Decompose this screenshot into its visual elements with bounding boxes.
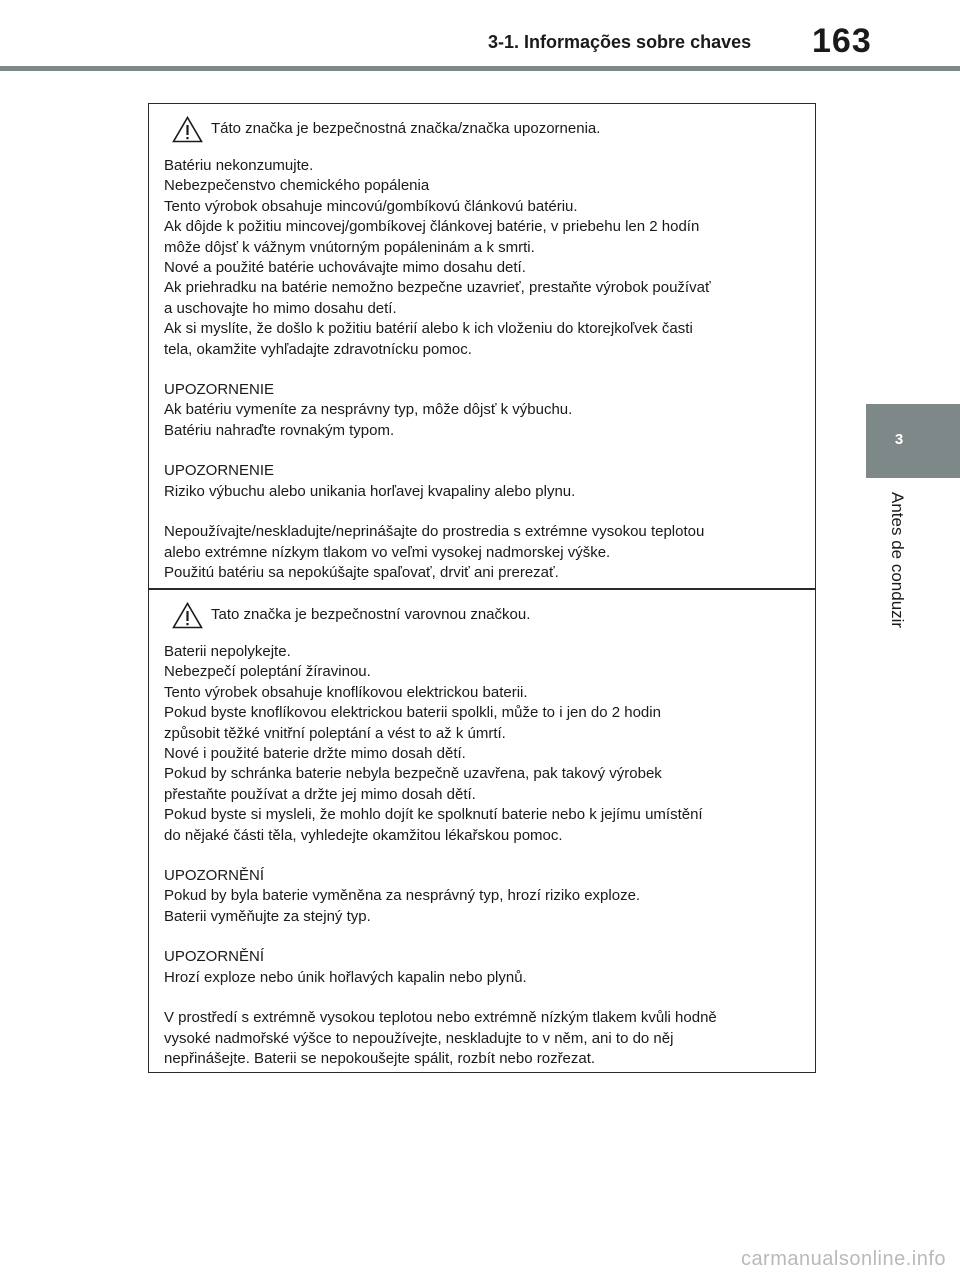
text-line: Riziko výbuchu alebo unikania horľavej kvapaliny alebo plynu.	[164, 482, 576, 500]
text-line: Nové i použité baterie držte mimo dosah dětí.	[164, 745, 466, 763]
text-line: Ak dôjde k požitiu mincovej/gombíkovej článkovej batérie, v priebehu len 2 hodín	[164, 218, 700, 236]
text-line: Použitú batériu sa nepokúšajte spaľovať, drviť ani prerezať.	[164, 563, 559, 581]
warning-box-header	[164, 116, 800, 142]
warning-box-header	[164, 602, 800, 628]
text-line: Pokud by byla baterie vyměněna za nesprávný typ, hrozí riziko exploze.	[164, 887, 641, 905]
warning-box-body	[164, 156, 800, 583]
text-line: Nové a použité batérie uchovávajte mimo dosahu detí.	[164, 259, 526, 277]
warning-box-body	[164, 642, 800, 1069]
text-line: vysoké nadmořské výšce to nepoužívejte, neskladujte to v něm, ani to do něj	[164, 1029, 674, 1047]
chapter-tab	[866, 404, 960, 478]
warning-paragraph	[164, 642, 800, 846]
text-line: Batériu nekonzumujte.	[164, 157, 314, 174]
warning-box-title: Táto značka je bezpečnostná značka/značka upozornenia.	[211, 120, 601, 137]
text-line: UPOZORNĚNÍ	[164, 948, 265, 966]
warning-paragraph	[164, 1008, 800, 1069]
warning-triangle-icon	[172, 116, 203, 143]
page-number: 163	[812, 22, 872, 60]
warning-paragraph	[164, 947, 800, 988]
text-line: Ak si myslíte, že došlo k požitiu batérií alebo k ich vloženiu do ktorejkoľvek časti	[164, 320, 693, 338]
text-line: Batériu nahraďte rovnakým typom.	[164, 421, 395, 439]
text-line: V prostředí s extrémně vysokou teplotou nebo extrémně nízkým tlakem kvůli hodně	[164, 1009, 717, 1027]
warning-box-title: Tato značka je bezpečnostní varovnou značkou.	[211, 606, 531, 623]
text-line: přestaňte používat a držte jej mimo dosah dětí.	[164, 785, 476, 803]
text-line: Ak batériu vymeníte za nesprávny typ, môže dôjsť k výbuchu.	[164, 401, 573, 419]
text-line: a uschovajte ho mimo dosahu detí.	[164, 299, 397, 317]
text-line: nepřinášejte. Baterii se nepokoušejte spálit, rozbít nebo rozřezat.	[164, 1049, 596, 1067]
text-line: UPOZORNENIE	[164, 462, 275, 480]
text-line: Pokud byste knoflíkovou elektrickou baterii spolkli, může to i jen do 2 hodin	[164, 704, 661, 722]
text-line: Pokud byste si mysleli, že mohlo dojít ke spolknutí baterie nebo k jejímu umístění	[164, 806, 703, 824]
text-line: Tento výrobok obsahuje mincovú/gombíkovú článkovú batériu.	[164, 197, 578, 215]
text-line: Ak priehradku na batérie nemožno bezpečne uzavrieť, prestaňte výrobok používať	[164, 279, 711, 297]
warning-paragraph	[164, 866, 800, 927]
section-title: 3-1. Informações sobre chaves	[488, 32, 752, 52]
text-line: tela, okamžite vyhľadajte zdravotnícku pomoc.	[164, 340, 472, 358]
text-line: Pokud by schránka baterie nebyla bezpečně uzavřena, pak takový výrobek	[164, 765, 662, 783]
text-line: Baterii vyměňujte za stejný typ.	[164, 907, 371, 925]
text-line: do nějaké části těla, vyhledejte okamžitou lékařskou pomoc.	[164, 826, 563, 844]
text-line: Tento výrobek obsahuje knoflíkovou elektrickou baterii.	[164, 683, 528, 701]
page-header	[0, 0, 960, 72]
text-line: Hrozí exploze nebo únik hořlavých kapalin nebo plynů.	[164, 968, 527, 986]
warning-triangle-icon	[172, 602, 203, 629]
text-line: môže dôjsť k vážnym vnútorným popáleninám a k smrti.	[164, 238, 535, 256]
warning-paragraph	[164, 380, 800, 441]
warning-paragraph	[164, 522, 800, 583]
header-divider	[0, 66, 960, 71]
text-line: Nebezpečenstvo chemického popálenia	[164, 177, 430, 195]
text-line: UPOZORNĚNÍ	[164, 867, 265, 885]
text-line: Nebezpečí poleptání žíravinou.	[164, 663, 371, 681]
chapter-number: 3	[894, 431, 904, 448]
text-line: způsobit těžké vnitřní poleptání a vést to až k úmrtí.	[164, 724, 506, 742]
warning-box-slovak	[148, 103, 816, 589]
text-line: Nepoužívajte/neskladujte/neprinášajte do prostredia s extrémne vysokou teplotou	[164, 523, 705, 541]
watermark-text: carmanualsonline.info	[740, 1248, 946, 1270]
warning-box-czech	[148, 589, 816, 1073]
warning-paragraph	[164, 156, 800, 360]
text-line: Baterii nepolykejte.	[164, 643, 291, 660]
text-line: alebo extrémne nízkym tlakom vo veľmi vysokej nadmorskej výške.	[164, 543, 611, 561]
text-line: UPOZORNENIE	[164, 381, 275, 399]
chapter-label: Antes de conduzir	[888, 492, 907, 629]
warning-paragraph	[164, 461, 800, 502]
